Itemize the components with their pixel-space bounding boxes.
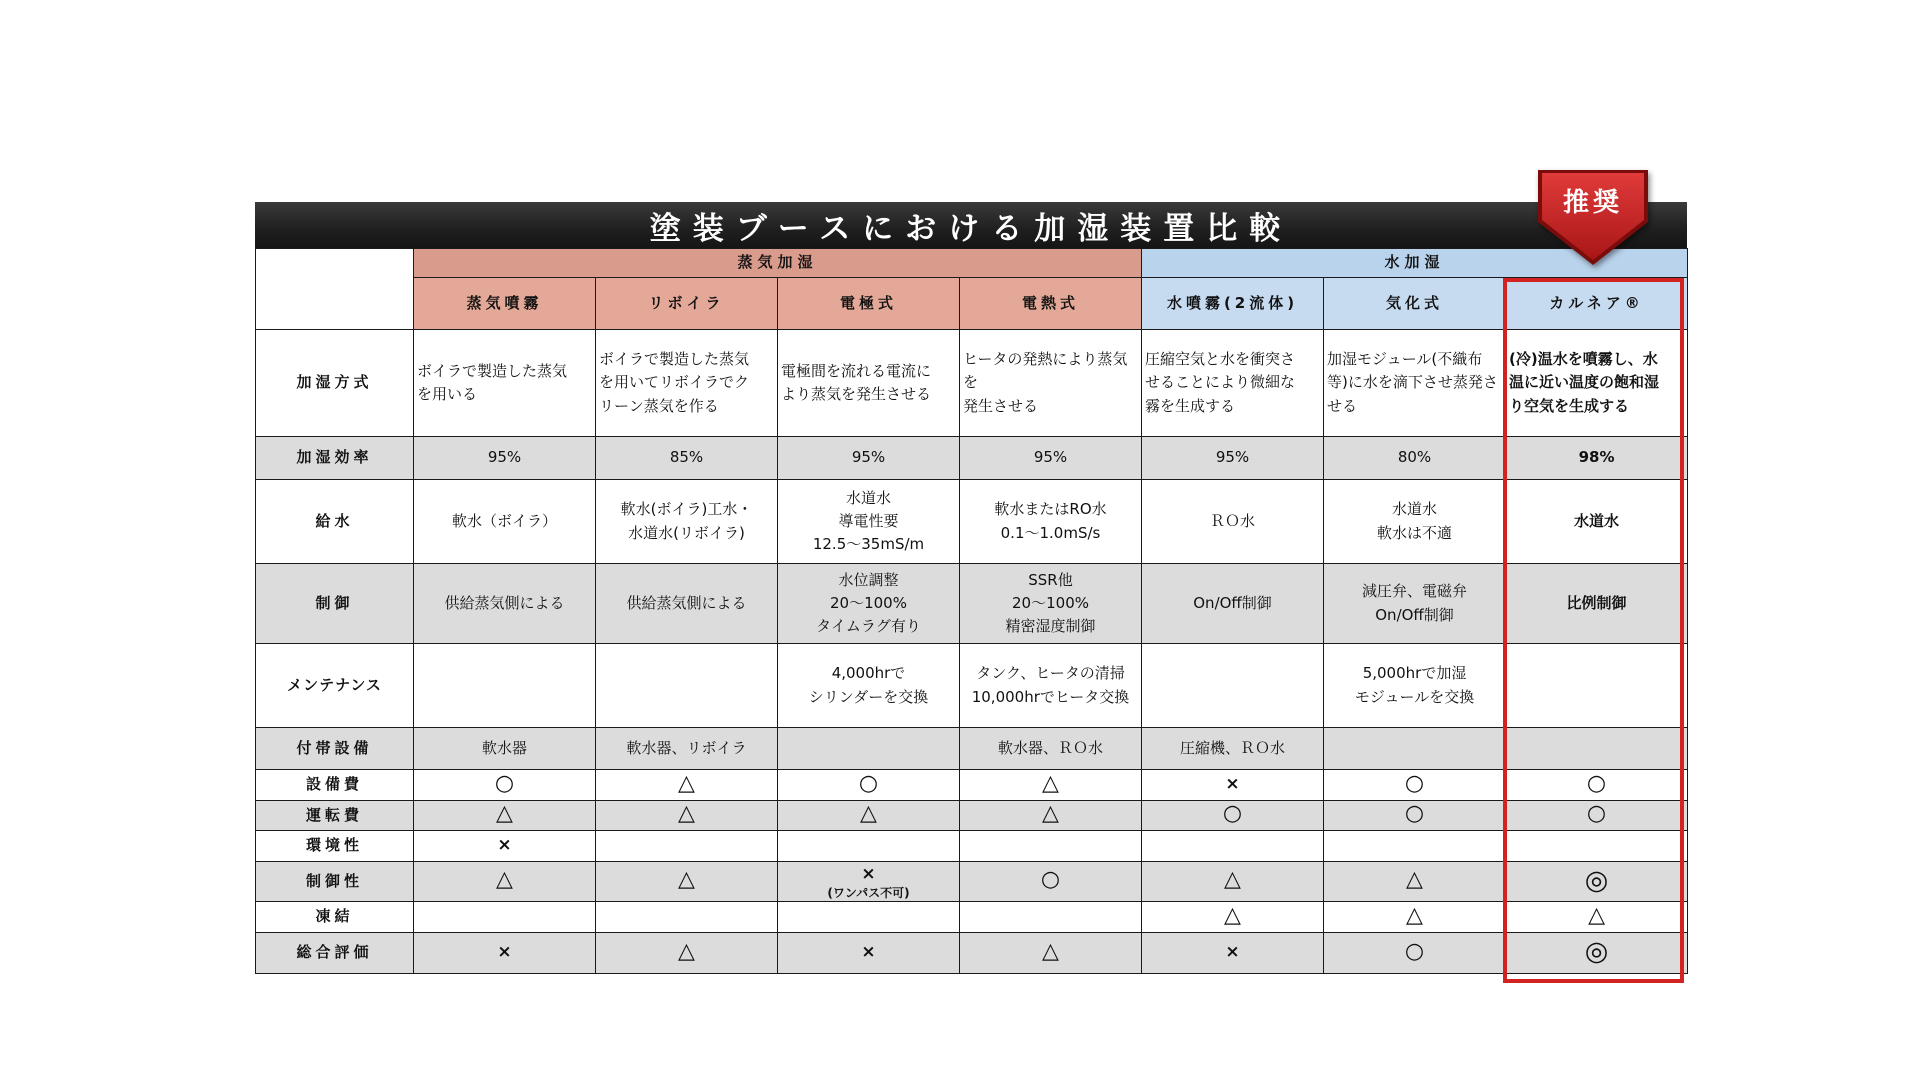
rating-cell: × (ワンパス不可) bbox=[778, 862, 960, 902]
table-cell-recommended: 比例制御 bbox=[1506, 564, 1688, 644]
table-cell: 軟水（ボイラ） bbox=[414, 480, 596, 564]
table-row-humidification-method bbox=[256, 330, 1688, 437]
table-cell: 軟水またはRO水 0.1〜1.0mS/s bbox=[960, 480, 1142, 564]
rating-cell: ○ bbox=[778, 770, 960, 801]
row-label: 給水 bbox=[256, 480, 414, 564]
table-cell: 水道水 軟水は不適 bbox=[1324, 480, 1506, 564]
table-cell: 電極間を流れる電流に より蒸気を発生させる bbox=[778, 330, 960, 437]
rating-cell bbox=[778, 831, 960, 862]
rating-cell-recommended: ◎ bbox=[1506, 933, 1688, 974]
table-cell: 80% bbox=[1324, 437, 1506, 480]
rating-cell bbox=[778, 902, 960, 933]
rating-cell: ○ bbox=[960, 862, 1142, 902]
method-header-carnea: カルネア® bbox=[1506, 278, 1688, 330]
table-row-controllability bbox=[256, 862, 1688, 902]
table-cell-recommended: 水道水 bbox=[1506, 480, 1688, 564]
rating-cell: ○ bbox=[1324, 770, 1506, 801]
table-cell: ボイラで製造した蒸気 を用いる bbox=[414, 330, 596, 437]
rating-cell: △ bbox=[596, 770, 778, 801]
table-cell: 加湿モジュール(不織布 等)に水を滴下させ蒸発さ せる bbox=[1324, 330, 1506, 437]
row-label: 制御 bbox=[256, 564, 414, 644]
table-row-overall bbox=[256, 933, 1688, 974]
row-label: 加湿方式 bbox=[256, 330, 414, 437]
table-cell bbox=[596, 644, 778, 728]
rating-cell bbox=[960, 831, 1142, 862]
rating-cell bbox=[1324, 831, 1506, 862]
table-cell bbox=[414, 644, 596, 728]
rating-cell-recommended bbox=[1506, 831, 1688, 862]
row-label: 加湿効率 bbox=[256, 437, 414, 480]
row-label: 環境性 bbox=[256, 831, 414, 862]
table-cell: 供給蒸気側による bbox=[414, 564, 596, 644]
row-label: 付帯設備 bbox=[256, 728, 414, 770]
table-cell-recommended bbox=[1506, 644, 1688, 728]
table-cell: On/Off制御 bbox=[1142, 564, 1324, 644]
badge-label: 推奨 bbox=[1562, 188, 1623, 218]
table-row-equipment-cost bbox=[256, 770, 1688, 801]
table-row-operating-cost bbox=[256, 801, 1688, 831]
rating-cell: △ bbox=[1324, 902, 1506, 933]
row-label: 総合評価 bbox=[256, 933, 414, 974]
row-label: メンテナンス bbox=[256, 644, 414, 728]
rating-cell: △ bbox=[596, 933, 778, 974]
method-header-reboiler: リボイラ bbox=[596, 278, 778, 330]
table-cell: 軟水器、リボイラ bbox=[596, 728, 778, 770]
rating-cell: △ bbox=[1324, 862, 1506, 902]
rating-cell: ○ bbox=[414, 770, 596, 801]
rating-cell bbox=[596, 831, 778, 862]
method-header-water-spray: 水噴霧(2流体) bbox=[1142, 278, 1324, 330]
table-cell: 軟水器 bbox=[414, 728, 596, 770]
table-cell: ボイラで製造した蒸気 を用いてリボイラでク リーン蒸気を作る bbox=[596, 330, 778, 437]
table-cell: 95% bbox=[414, 437, 596, 480]
table-row-environmental bbox=[256, 831, 1688, 862]
row-label: 制御性 bbox=[256, 862, 414, 902]
rating-cell: △ bbox=[960, 933, 1142, 974]
table-row-water-supply bbox=[256, 480, 1688, 564]
table-cell bbox=[778, 728, 960, 770]
rating-cell bbox=[1142, 831, 1324, 862]
rating-cell: ○ bbox=[1142, 801, 1324, 831]
rating-cell-recommended: △ bbox=[1506, 902, 1688, 933]
rating-cell bbox=[596, 902, 778, 933]
rating-cell: △ bbox=[1142, 902, 1324, 933]
table-cell: 95% bbox=[960, 437, 1142, 480]
rating-cell: △ bbox=[414, 801, 596, 831]
table-row-freezing bbox=[256, 902, 1688, 933]
rating-cell: × bbox=[778, 933, 960, 974]
table-cell-recommended bbox=[1506, 728, 1688, 770]
rating-note: (ワンパス不可) bbox=[827, 885, 910, 900]
comparison-table bbox=[255, 248, 1688, 974]
rating-cell-recommended: ○ bbox=[1506, 770, 1688, 801]
steam-group-header: 蒸気加湿 bbox=[414, 249, 1142, 278]
table-cell: 軟水器、ＲＯ水 bbox=[960, 728, 1142, 770]
table-cell bbox=[1142, 644, 1324, 728]
rating-cell bbox=[960, 902, 1142, 933]
corner-cell bbox=[256, 249, 414, 330]
page-title: 塗装ブースにおける加湿装置比較 bbox=[255, 202, 1687, 248]
water-group-header: 水加湿 bbox=[1142, 249, 1688, 278]
rating-cell: × bbox=[414, 933, 596, 974]
table-cell: 95% bbox=[778, 437, 960, 480]
table-cell: 軟水(ボイラ)工水・ 水道水(リボイラ) bbox=[596, 480, 778, 564]
table-row-efficiency bbox=[256, 437, 1688, 480]
group-header-row bbox=[256, 249, 1688, 278]
rating-cell: ○ bbox=[1324, 801, 1506, 831]
recommended-badge bbox=[1534, 168, 1652, 268]
table-cell: タンク、ヒータの清掃 10,000hrでヒータ交換 bbox=[960, 644, 1142, 728]
table-cell: 水道水 導電性要 12.5〜35mS/m bbox=[778, 480, 960, 564]
method-header-steam-spray: 蒸気噴霧 bbox=[414, 278, 596, 330]
table-cell-recommended: (冷)温水を噴霧し、水 温に近い温度の飽和湿 り空気を生成する bbox=[1506, 330, 1688, 437]
rating-cell-recommended: ○ bbox=[1506, 801, 1688, 831]
table-cell: 4,000hrで シリンダーを交換 bbox=[778, 644, 960, 728]
table-cell: ヒータの発熱により蒸気を 発生させる bbox=[960, 330, 1142, 437]
rating-cell: × bbox=[1142, 770, 1324, 801]
rating-cell: △ bbox=[596, 801, 778, 831]
table-row-control bbox=[256, 564, 1688, 644]
rating-cell: × bbox=[414, 831, 596, 862]
table-cell: 5,000hrで加湿 モジュールを交換 bbox=[1324, 644, 1506, 728]
rating-cell bbox=[414, 902, 596, 933]
method-header-electrode: 電極式 bbox=[778, 278, 960, 330]
table-cell: SSR他 20〜100% 精密湿度制御 bbox=[960, 564, 1142, 644]
table-cell: 減圧弁、電磁弁 On/Off制御 bbox=[1324, 564, 1506, 644]
table-cell: 圧縮空気と水を衝突さ せることにより微細な 霧を生成する bbox=[1142, 330, 1324, 437]
row-label: 設備費 bbox=[256, 770, 414, 801]
rating-cell: △ bbox=[778, 801, 960, 831]
rating-cell: △ bbox=[960, 770, 1142, 801]
table-row-auxiliary bbox=[256, 728, 1688, 770]
table-cell: 圧縮機、ＲＯ水 bbox=[1142, 728, 1324, 770]
rating-cell-recommended: ◎ bbox=[1506, 862, 1688, 902]
table-cell: 85% bbox=[596, 437, 778, 480]
table-row-maintenance bbox=[256, 644, 1688, 728]
table-cell: 95% bbox=[1142, 437, 1324, 480]
method-header-electric-heater: 電熱式 bbox=[960, 278, 1142, 330]
table-cell bbox=[1324, 728, 1506, 770]
table-cell: 供給蒸気側による bbox=[596, 564, 778, 644]
method-header-vaporizing: 気化式 bbox=[1324, 278, 1506, 330]
row-label: 運転費 bbox=[256, 801, 414, 831]
method-header-row bbox=[256, 278, 1688, 330]
rating-cell: △ bbox=[596, 862, 778, 902]
rating-cell: ○ bbox=[1324, 933, 1506, 974]
rating-cell: △ bbox=[1142, 862, 1324, 902]
rating-cell: △ bbox=[960, 801, 1142, 831]
table-cell: ＲＯ水 bbox=[1142, 480, 1324, 564]
row-label: 凍結 bbox=[256, 902, 414, 933]
rating-cell: × bbox=[1142, 933, 1324, 974]
rating-cell: △ bbox=[414, 862, 596, 902]
table-cell: 水位調整 20〜100% タイムラグ有り bbox=[778, 564, 960, 644]
table-cell-recommended: 98% bbox=[1506, 437, 1688, 480]
